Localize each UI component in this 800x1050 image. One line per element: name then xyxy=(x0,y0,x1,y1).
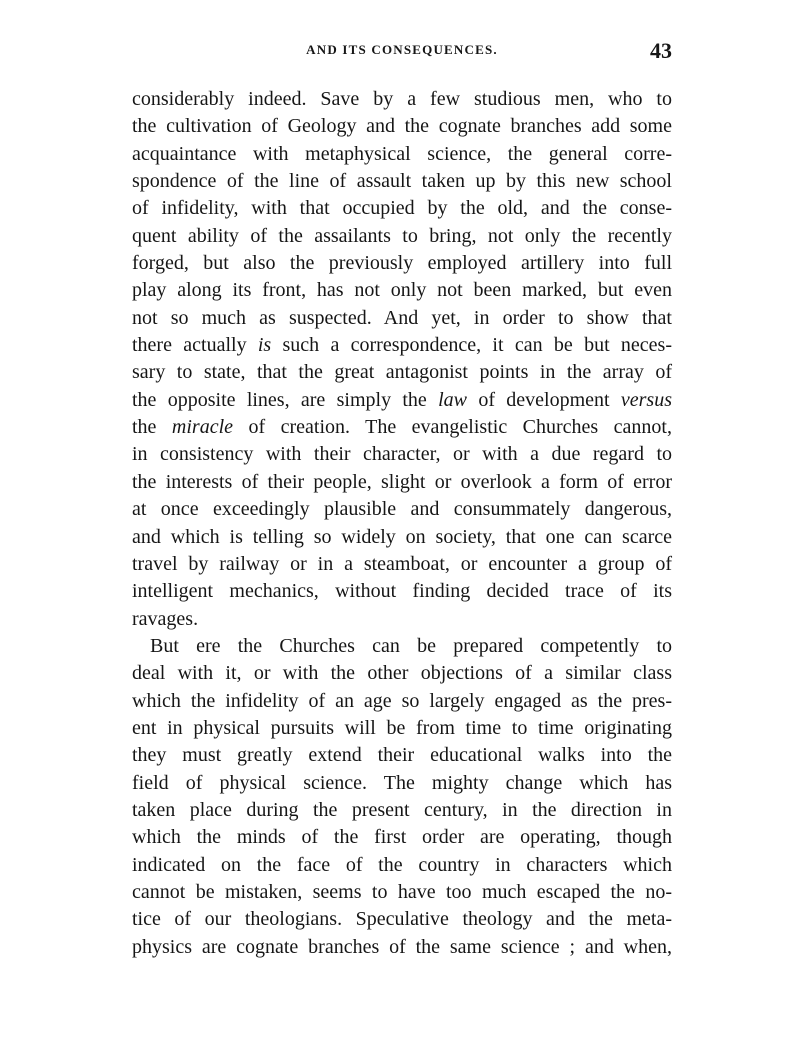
text-line: considerably indeed. Save by a few studious men, who to xyxy=(132,88,672,110)
text-line: quent ability of the assailants to bring, not only the recently xyxy=(132,224,672,247)
text-line xyxy=(132,332,672,359)
text-line xyxy=(132,387,672,414)
text-line: the cultivation of Geology and the cognate branches add some xyxy=(132,115,672,138)
text-line: But ere the Churches can be prepared competently to xyxy=(150,634,672,657)
text-line: in consistency with their character, or with a due regard to xyxy=(132,443,672,466)
text-line: field of physical science. The mighty change which has xyxy=(132,771,672,794)
text-line: they must greatly extend their educational walks into the xyxy=(132,744,672,767)
text-line xyxy=(132,414,672,441)
running-head xyxy=(132,40,672,66)
text-line: the interests of their people, slight or overlook a form of error xyxy=(132,470,672,493)
text-line: of infidelity, with that occupied by the old, and the conse- xyxy=(132,197,672,220)
text-line: sary to state, that the great antagonist points in the array of xyxy=(132,361,672,384)
text-line: acquaintance with metaphysical science, the general corre- xyxy=(132,142,672,165)
text-line: travel by railway or in a steamboat, or encounter a group of xyxy=(132,552,672,575)
text-line: which the infidelity of an age so largely engaged as the pres- xyxy=(132,689,672,712)
italic-term: is xyxy=(257,334,272,357)
text-segment: of development xyxy=(467,388,621,411)
text-segment: such a correspondence, it can be but neces- xyxy=(271,334,672,357)
text-line: intelligent mechanics, without finding decided trace of its xyxy=(132,580,672,603)
running-title: AND ITS CONSEQUENCES. xyxy=(306,42,498,57)
text-segment: of creation. The evangelistic Churches cannot, xyxy=(233,416,672,439)
text-line: deal with it, or with the other objections of a similar class xyxy=(132,662,672,685)
text-line: tice of our theologians. Speculative theology and the meta- xyxy=(132,908,672,931)
text-segment: the opposite lines, are simply the xyxy=(132,388,439,411)
text-line: and which is telling so widely on society, that one can scarce xyxy=(132,525,672,548)
text-line: at once exceedingly plausible and consummately dangerous, xyxy=(132,498,672,521)
text-segment: there actually xyxy=(132,334,258,357)
text-line: ravages. xyxy=(132,607,199,630)
text-line: not so much as suspected. And yet, in order to show that xyxy=(132,306,672,329)
italic-term: miracle xyxy=(171,416,233,439)
italic-term: law xyxy=(438,388,468,411)
text-line: ent in physical pursuits will be from time to time originating xyxy=(132,716,672,739)
italic-term: versus xyxy=(620,388,672,411)
text-line: taken place during the present century, in the direction in xyxy=(132,798,672,821)
text-line: spondence of the line of assault taken up by this new school xyxy=(132,170,672,193)
text-line: cannot be mistaken, seems to have too much escaped the no- xyxy=(132,880,672,903)
text-line: play along its front, has not only not been marked, but even xyxy=(132,279,672,302)
text-line: which the minds of the first order are operating, though xyxy=(132,826,672,849)
text-segment: the xyxy=(132,416,172,439)
body-text xyxy=(132,86,672,961)
page-number: 43 xyxy=(650,38,672,63)
text-line: indicated on the face of the country in characters which xyxy=(132,853,672,876)
text-line: physics are cognate branches of the same science ; and when, xyxy=(132,935,672,958)
text-line: forged, but also the previously employed artillery into full xyxy=(132,252,672,275)
